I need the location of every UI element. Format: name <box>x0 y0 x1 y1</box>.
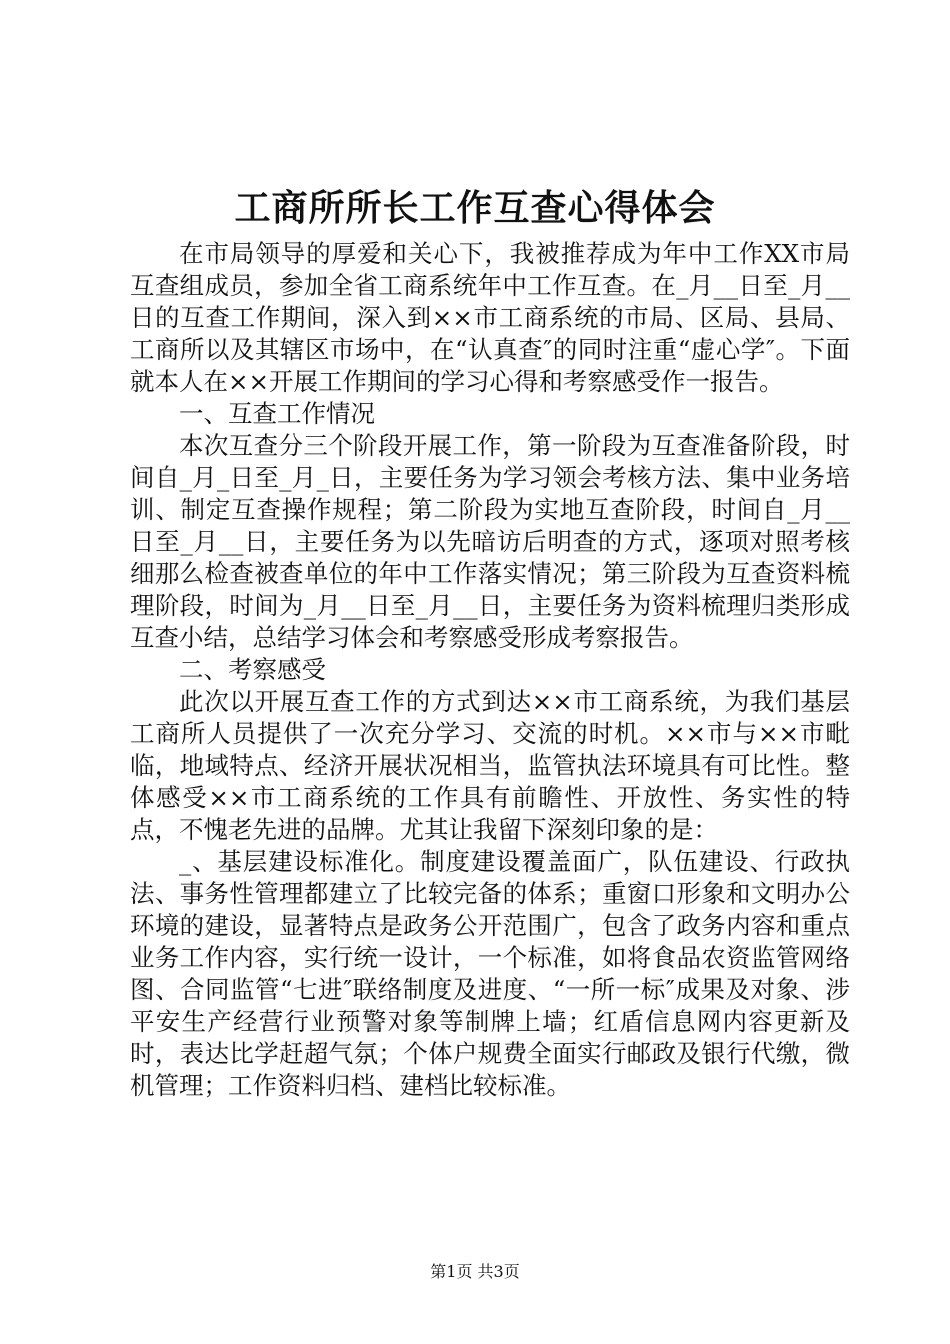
section-heading-2: 二、考察感受 <box>179 655 326 684</box>
document-title: 工商所所长工作互查心得体会 <box>234 187 716 229</box>
section-2-paragraph: 此次以开展互查工作的方式到达××市工商系统，为我们基层工商所人员提供了一次充分学习、交流的时机。××市与××市毗临，地域特点、经济开展状况相当，监管执法环境具有可比性。整体感受××市工商系统的工作具有前瞻性、开放性、务实性的特点，不愧老先进的品牌。尤其让我留下深刻印象的是： <box>130 687 850 844</box>
section-1-paragraph: 本次互查分三个阶段开展工作，第一阶段为互查准备阶段，时间自_月_日至_月_日，主要任务为学习领会考核方法、集中业务培训、制定互查操作规程；第二阶段为实地互查阶段，时间自_月__日至_月__日，主要任务为以先暗访后明查的方式，逐项对照考核细那么检查被查单位的年中工作落实情况；第三阶段为互查资料梳理阶段，时间为_月__日至_月__日，主要任务为资料梳理归类形成互查小结，总结学习体会和考察感受形成考察报告。 <box>130 431 850 652</box>
page-footer: 第1页 共3页 <box>430 1262 520 1281</box>
section-2-item-paragraph: _、基层建设标准化。制度建设覆盖面广，队伍建设、行政执法、事务性管理都建立了比较完备的体系；重窗口形象和文明办公环境的建设，显著特点是政务公开范围广，包含了政务内容和重点业务工作内容，实行统一设计，一个标准，如将食品农资监管网络图、合同监管“七进″联络制度及进度、“一所一标″成果及对象、涉平安生产经营行业预警对象等制牌上墙；红盾信息网内容更新及时，表达比学赶超气氛；个体户规费全面实行邮政及银行代缴，微机管理；工作资料归档、建档比较标准。 <box>130 847 850 1100</box>
section-heading-1: 一、互查工作情况 <box>179 399 375 428</box>
intro-paragraph: 在市局领导的厚爱和关心下，我被推荐成为年中工作XX市局互查组成员，参加全省工商系统年中工作互查。在_月__日至_月__日的互查工作期间，深入到××市工商系统的市局、区局、县局、工商所以及其辖区市场中，在“认真查″的同时注重“虚心学″。下面就本人在××开展工作期间的学习心得和考察感受作一报告。 <box>130 239 850 396</box>
document-body <box>130 238 850 1102</box>
